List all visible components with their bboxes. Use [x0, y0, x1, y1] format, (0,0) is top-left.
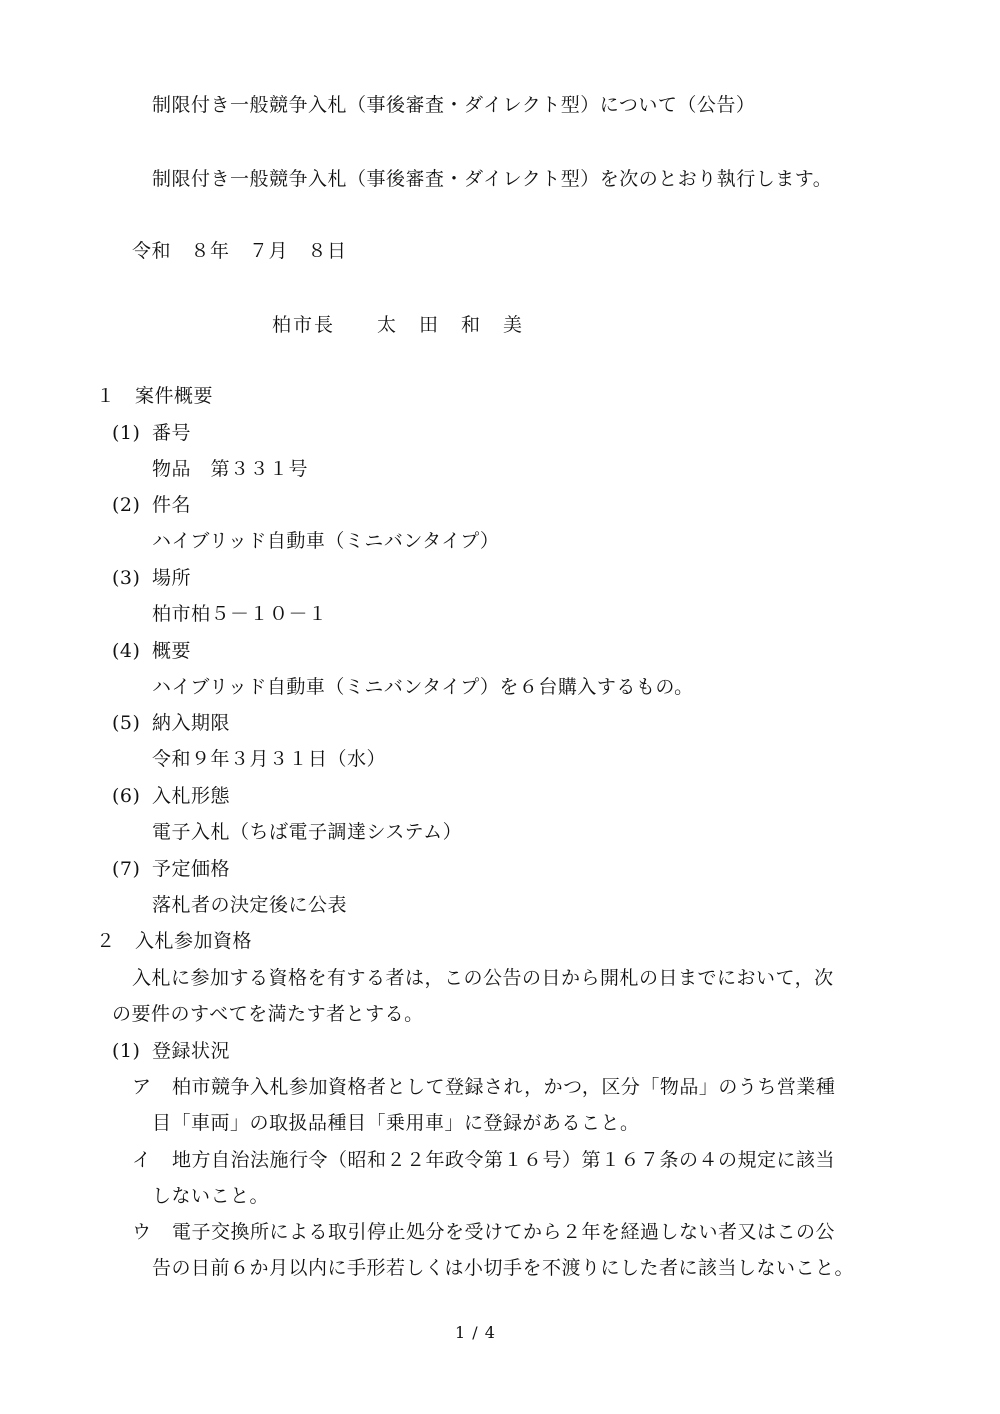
list-item-line: しないこと。	[152, 1185, 270, 1207]
item-content: ハイブリッド自動車（ミニバンタイプ）	[152, 530, 500, 552]
item-number: (2)	[112, 494, 141, 516]
item-content: ハイブリッド自動車（ミニバンタイプ）を６台購入するもの。	[152, 676, 694, 698]
list-item-line: 告の日前６か月以内に手形若しくは小切手を不渡りにした者に該当しないこと。	[152, 1257, 855, 1279]
item-label: 予定価格	[152, 858, 231, 880]
item-number: (5)	[112, 712, 141, 734]
list-item-line: 電子交換所による取引停止処分を受けてから２年を経過しない者又はこの公	[172, 1221, 836, 1243]
paragraph-line: 入札に参加する資格を有する者は，この公告の日から開札の日までにおいて，次	[132, 967, 834, 989]
list-marker: イ	[132, 1149, 152, 1171]
section-heading: ２ 入札参加資格	[96, 930, 253, 952]
item-label: 番号	[152, 422, 192, 444]
list-item-line: 柏市競争入札参加資格者として登録され，かつ，区分「物品」のうち営業種	[172, 1076, 836, 1098]
item-content: 電子入札（ちば電子調達システム）	[152, 821, 463, 843]
item-label: 件名	[152, 494, 192, 516]
item-label: 入札形態	[152, 785, 231, 807]
item-content: 令和９年３月３１日（水）	[152, 748, 387, 770]
item-number: (7)	[112, 858, 141, 880]
list-item-line: 地方自治法施行令（昭和２２年政令第１６号）第１６７条の４の規定に該当	[172, 1149, 836, 1171]
signer: 柏市長 太 田 和 美	[272, 314, 525, 336]
item-number: (4)	[112, 640, 141, 662]
item-content: 柏市柏５－１０－１	[152, 603, 328, 625]
item-number: (6)	[112, 785, 141, 807]
list-marker: ア	[132, 1076, 152, 1098]
page-number: 1 / 4	[455, 1323, 496, 1342]
list-item-line: 目「車両」の取扱品種目「乗用車」に登録があること。	[152, 1112, 640, 1134]
item-number: (1)	[112, 422, 141, 444]
item-label: 登録状況	[152, 1040, 231, 1062]
notice-title: 制限付き一般競争入札（事後審査・ダイレクト型）について（公告）	[152, 94, 756, 116]
paragraph-line: の要件のすべてを満たす者とする。	[112, 1003, 424, 1025]
item-number: (3)	[112, 567, 141, 589]
item-label: 場所	[152, 567, 192, 589]
item-label: 納入期限	[152, 712, 231, 734]
notice-date: 令和 ８年 ７月 ８日	[132, 240, 347, 262]
section-heading: １ 案件概要	[96, 385, 214, 407]
intro-text: 制限付き一般競争入札（事後審査・ダイレクト型）を次のとおり執行します。	[152, 168, 833, 190]
item-content: 落札者の決定後に公表	[152, 894, 348, 916]
item-label: 概要	[152, 640, 192, 662]
list-marker: ウ	[132, 1221, 152, 1243]
item-number: (1)	[112, 1040, 141, 1062]
item-content: 物品 第３３１号	[152, 458, 309, 480]
